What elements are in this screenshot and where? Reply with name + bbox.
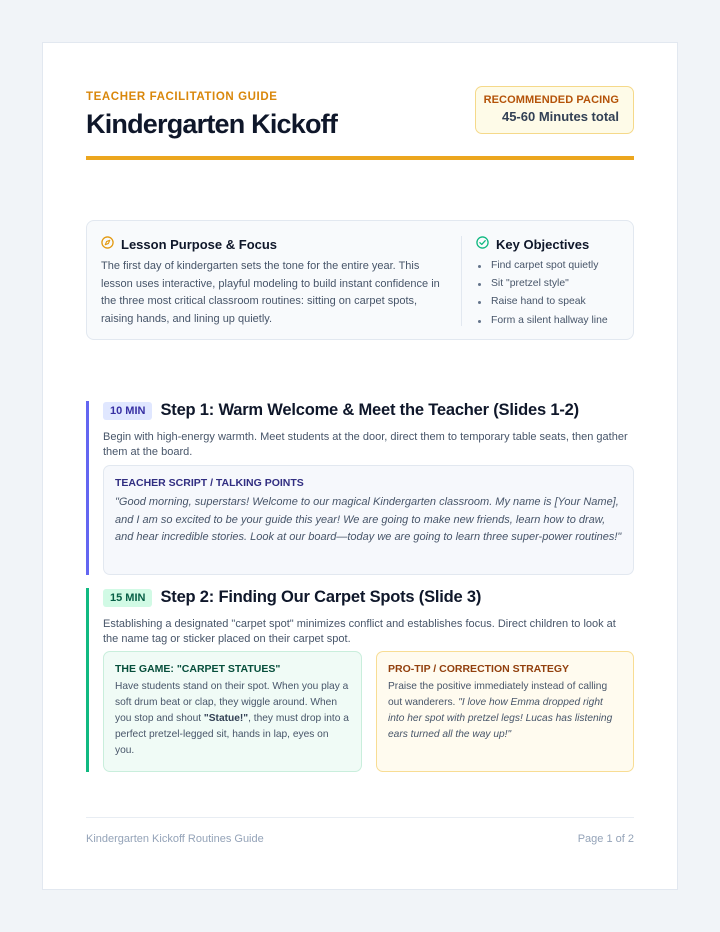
step-1-description: Begin with high-energy warmth. Meet students at the door, direct them to temporary table seats, then gather them at the board. <box>103 431 628 458</box>
step-2-description: Establishing a designated "carpet spot" minimizes conflict and establishes focus. Direct children to look at the name tag or sticker placed on their carpet spot. <box>103 618 616 645</box>
objectives-heading-text: Key Objectives <box>496 236 590 252</box>
game-text <box>115 679 350 759</box>
step-1-section <box>86 401 634 575</box>
script-label: TEACHER SCRIPT / TALKING POINTS <box>115 477 304 489</box>
teacher-script-box <box>103 465 634 575</box>
purpose-card <box>86 220 634 340</box>
objective-item: Raise hand to speak <box>476 293 623 311</box>
pacing-label: RECOMMENDED PACING <box>483 94 619 106</box>
step-1-header <box>103 401 579 420</box>
step-2-section <box>86 588 634 772</box>
game-text-part: Have students stand on their spot. When you play a soft drum beat or clap, they wiggle around. When you stop and shout <box>115 681 349 724</box>
step-2-time-badge: 15 MIN <box>103 589 152 607</box>
guide-page <box>42 42 678 890</box>
footer-title: Kindergarten Kickoff Routines Guide <box>86 833 264 845</box>
page-title: Kindergarten Kickoff <box>86 109 338 139</box>
tip-label: PRO-TIP / CORRECTION STRATEGY <box>388 663 570 675</box>
game-box <box>103 651 362 772</box>
tip-quote: "I love how Emma dropped right into her spot with pretzel legs! Lucas has listening ears turned all the way up!" <box>388 697 613 740</box>
objectives-section <box>476 236 623 330</box>
step-1-title: Step 1: Warm Welcome & Meet the Teacher (Slides 1-2) <box>160 401 579 419</box>
objective-item: Sit "pretzel style" <box>476 275 623 293</box>
page-content <box>86 43 634 889</box>
objective-item: Form a silent hallway line <box>476 312 623 330</box>
document-eyebrow: TEACHER FACILITATION GUIDE <box>86 91 278 103</box>
purpose-heading-text: Lesson Purpose & Focus <box>121 236 278 252</box>
check-circle-icon <box>476 236 489 252</box>
objectives-heading <box>476 236 623 252</box>
tip-text <box>388 679 622 743</box>
game-text-part: , they must drop into a perfect pretzel-legged sit, hands in lap, eyes on you. <box>115 713 349 756</box>
purpose-section <box>101 236 446 328</box>
step-1-accent-bar <box>86 401 89 575</box>
header-divider <box>86 156 634 160</box>
purpose-text: The first day of kindergarten sets the tone for the entire year. This lesson uses interactive, playful modeling to build instant confidence in the three most critical classroom routines: sitting on carpet spots, raising hands, and lining up quietly. <box>101 260 440 325</box>
page-number: Page 1 of 2 <box>577 833 634 845</box>
game-label: THE GAME: "CARPET STATUES" <box>115 663 281 675</box>
objective-item: Find carpet spot quietly <box>476 257 623 275</box>
purpose-divider <box>461 236 462 326</box>
step-1-time-badge: 10 MIN <box>103 402 152 420</box>
objectives-list <box>476 257 623 330</box>
purpose-heading <box>101 236 446 252</box>
step-2-header <box>103 588 481 607</box>
pacing-badge <box>475 86 634 134</box>
footer-divider <box>86 817 634 818</box>
game-text-emphasis: "Statue!" <box>203 713 249 724</box>
step-2-accent-bar <box>86 588 89 772</box>
pacing-value: 45-60 Minutes total <box>501 109 619 124</box>
compass-icon <box>101 236 114 252</box>
pro-tip-box <box>376 651 634 772</box>
step-2-title: Step 2: Finding Our Carpet Spots (Slide 3) <box>160 588 482 606</box>
tip-text-part: Praise the positive immediately instead of calling out wanderers. <box>388 681 608 708</box>
script-text: "Good morning, superstars! Welcome to our magical Kindergarten classroom. My name is [Your Name], and I am so excited to be your guide this year! We are going to make new friends, learn how to draw, and hear incredible stories. Look at our board—today we are going to learn three super-power routines!" <box>115 496 622 543</box>
